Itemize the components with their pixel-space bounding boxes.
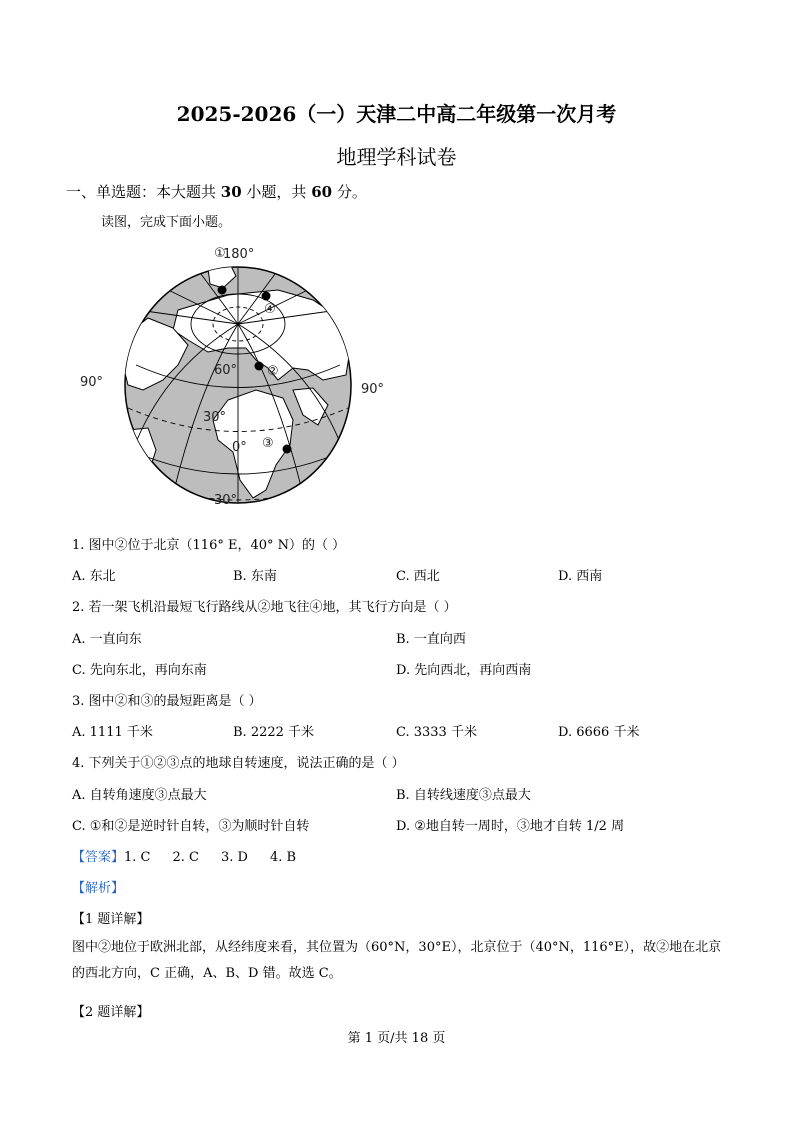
question-4-stem: 4. 下列关于①②③点的地球自转速度，说法正确的是（ ） (72, 756, 405, 771)
question-3-option-d: D. 6666 千米 (558, 725, 640, 740)
label-180: 180° (223, 247, 255, 262)
answer-tag: 【答案】 (72, 850, 125, 865)
question-3-option-b: B. 2222 千米 (233, 725, 315, 740)
section-heading: 一、单选题：本大题共 30 小题，共 60 分。 (66, 183, 367, 201)
answer-line (72, 846, 318, 865)
marker-4-label: ④ (264, 302, 276, 317)
detail-2-title: 【2 题详解】 (72, 1005, 150, 1020)
question-2-option-c: C. 先向东北，再向东南 (72, 663, 207, 678)
exam-title: 2025-2026（一）天津二中高二年级第一次月考 (176, 102, 617, 126)
question-2-option-b: B. 一直向西 (396, 632, 466, 647)
answer-3: 3. D (220, 850, 248, 865)
globe-svg (78, 240, 398, 525)
detail-1-text: 图中②地位于欧洲北部，从经纬度来看，其位置为（60°N，30°E），北京位于（40°N，116°E），故②地在北京的西北方向，C 正确，A、B、D 错。故选 C。 (72, 940, 722, 981)
intro-text: 读图，完成下面小题。 (101, 215, 232, 230)
marker-2-dot (255, 362, 264, 371)
label-0: 0° (232, 440, 247, 455)
question-2-option-a: A. 一直向东 (72, 632, 142, 647)
marker-1-dot (218, 286, 227, 295)
question-3-option-a: A. 1111 千米 (72, 725, 153, 740)
question-3-option-c: C. 3333 千米 (396, 725, 477, 740)
question-1-option-d: D. 西南 (558, 569, 603, 584)
detail-1-title: 【1 题详解】 (72, 912, 150, 927)
question-1-option-b: B. 东南 (233, 569, 277, 584)
marker-1-label: ① (214, 246, 226, 261)
question-3-stem: 3. 图中②和③的最短距离是（ ） (72, 694, 262, 709)
marker-3-label: ③ (262, 436, 274, 451)
label-60: 60° (214, 363, 238, 378)
label-90-left: 90° (80, 375, 104, 390)
question-4-option-b: B. 自转线速度③点最大 (396, 788, 531, 803)
exam-subtitle: 地理学科试卷 (336, 145, 457, 169)
question-1-option-c: C. 西北 (396, 569, 440, 584)
marker-4-dot (262, 292, 271, 301)
analysis-tag: 【解析】 (72, 881, 125, 896)
globe-figure (78, 240, 398, 525)
question-1-option-a: A. 东北 (72, 569, 116, 584)
answer-1: 1. C (124, 850, 151, 865)
question-1-stem: 1. 图中②位于北京（116° E，40° N）的（ ） (72, 538, 346, 553)
answer-4: 4. B (269, 850, 297, 865)
label-30s: 30° (214, 493, 238, 508)
marker-3-dot (283, 445, 292, 454)
answer-2: 2. C (172, 850, 199, 865)
question-2-option-d: D. 先向西北，再向西南 (396, 663, 532, 678)
marker-2-label: ② (267, 364, 279, 379)
question-4-option-c: C. ①和②是逆时针自转，③为顺时针自转 (72, 819, 310, 834)
question-4-option-d: D. ②地自转一周时，③地才自转 1/2 周 (396, 819, 625, 834)
question-2-stem: 2. 若一架飞机沿最短飞行路线从②地飞往④地，其飞行方向是（ ） (72, 600, 457, 615)
page-footer: 第 1 页/共 18 页 (347, 1031, 446, 1046)
label-30: 30° (203, 410, 227, 425)
label-90-right: 90° (361, 382, 385, 397)
question-4-option-a: A. 自转角速度③点最大 (72, 788, 207, 803)
